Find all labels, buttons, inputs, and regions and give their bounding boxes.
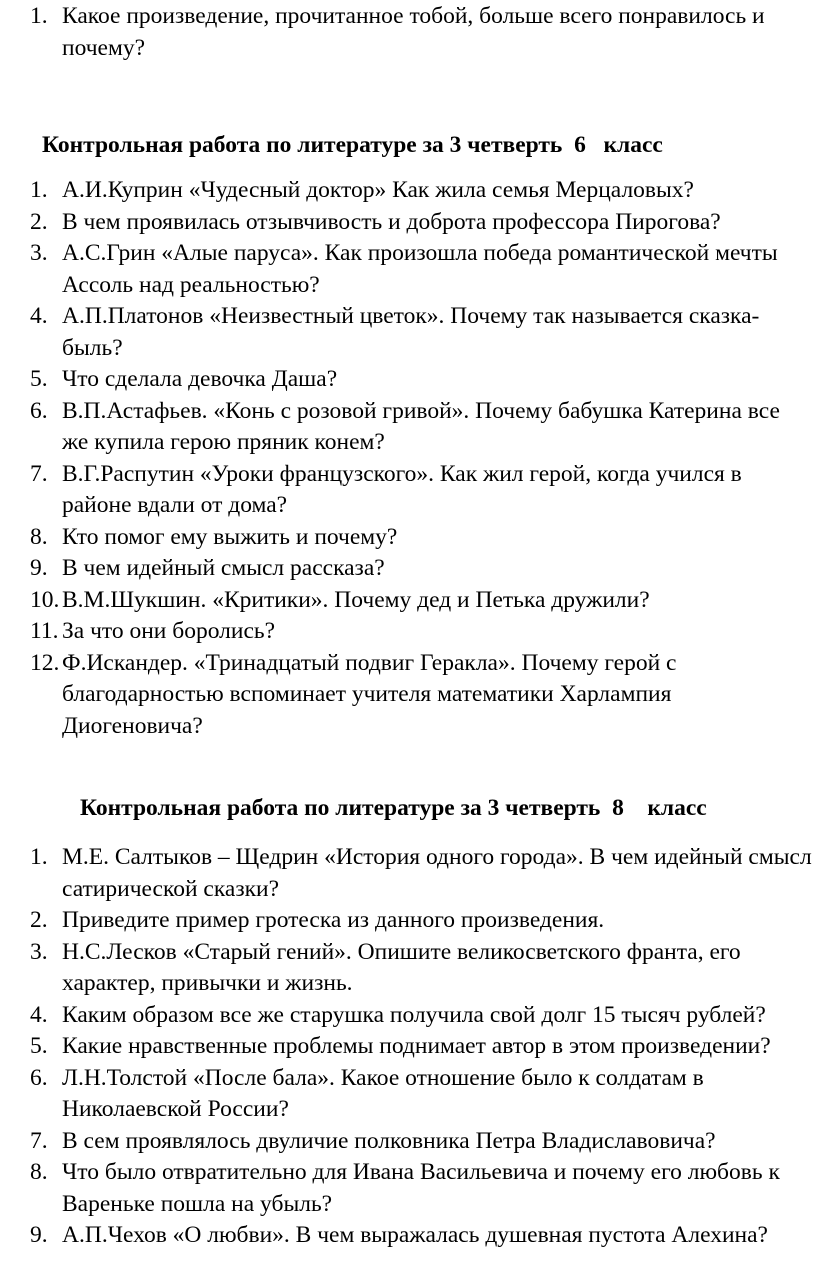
- grade8-question-list: [0, 842, 816, 1252]
- item-number: 2.: [30, 208, 48, 235]
- item-text: Каким образом все же старушка получила свой долг 15 тысяч рублей?: [62, 1001, 766, 1028]
- item-number: 3.: [30, 240, 48, 266]
- list-item: [0, 364, 816, 396]
- list-item: [0, 585, 816, 617]
- item-number: 2.: [30, 907, 48, 933]
- item-text: В чем проявилась отзывчивость и доброта профессора Пирогова?: [62, 208, 721, 235]
- item-text: Н.С.Лесков «Старый гений». Опишите великосветского франта, его характер, привычки и жизнь.: [62, 938, 741, 996]
- list-item: [0, 1000, 816, 1032]
- item-number: 9.: [30, 1222, 48, 1248]
- item-text: А.С.Грин «Алые паруса». Как произошла победа романтической мечты Ассоль над реальностью?: [62, 240, 778, 298]
- item-number: 7.: [30, 460, 48, 487]
- item-number: 7.: [30, 1127, 48, 1154]
- item-number: 1.: [30, 844, 48, 870]
- list-item: [0, 553, 816, 585]
- item-text: За что они боролись?: [62, 618, 276, 644]
- grade6-question-list: [0, 175, 816, 742]
- item-text: В чем идейный смысл рассказа?: [62, 555, 385, 581]
- list-item: [0, 1157, 816, 1220]
- item-number: 8.: [30, 523, 48, 550]
- list-item: [0, 616, 816, 648]
- item-text: А.И.Куприн «Чудесный доктор» Как жила семья Мерцаловых?: [62, 177, 694, 203]
- item-text: В.М.Шукшин. «Критики». Почему дед и Петька дружили?: [62, 586, 650, 613]
- item-text: В сем проявлялось двуличие полковника Петра Владиславовича?: [62, 1127, 716, 1154]
- list-item: [0, 1126, 816, 1158]
- item-number: 5.: [30, 366, 48, 392]
- item-text: Какое произведение, прочитанное тобой, больше всего понравилось и почему?: [62, 3, 765, 61]
- item-number: 4.: [30, 303, 48, 329]
- intro-question-list: [0, 1, 816, 64]
- list-item: [0, 1031, 816, 1063]
- item-text: Кто помог ему выжить и почему?: [62, 523, 398, 550]
- item-text: В.Г.Распутин «Уроки французского». Как жил герой, когда учился в районе вдали от дома?: [62, 460, 742, 518]
- list-item: [0, 175, 816, 207]
- item-number: 3.: [30, 938, 48, 965]
- item-number: 1.: [30, 3, 48, 29]
- list-item: [0, 1220, 816, 1252]
- list-item: [0, 238, 816, 301]
- item-number: 6.: [30, 397, 48, 424]
- item-number: 5.: [30, 1033, 48, 1059]
- list-item: [0, 396, 816, 459]
- list-item: [0, 648, 816, 743]
- list-item: [0, 1063, 816, 1126]
- item-number: 10.: [30, 586, 60, 613]
- item-number: 11.: [30, 618, 59, 644]
- item-text: А.П.Чехов «О любви». В чем выражалась душевная пустота Алехина?: [62, 1222, 768, 1248]
- item-text: Какие нравственные проблемы поднимает автор в этом произведении?: [62, 1033, 771, 1059]
- item-text: Приведите пример гротеска из данного произведения.: [62, 907, 605, 933]
- item-number: 6.: [30, 1064, 48, 1091]
- item-number: 1.: [30, 177, 48, 203]
- list-item: [0, 1, 816, 64]
- list-item: [0, 459, 816, 522]
- list-item: [0, 301, 816, 364]
- item-text: Что было отвратительно для Ивана Васильевича и почему его любовь к Вареньке пошла на убыль?: [62, 1159, 780, 1217]
- list-item: [0, 905, 816, 937]
- list-item: [0, 522, 816, 554]
- grade8-heading: Контрольная работа по литературе за 3 четверть 8 класс: [80, 795, 707, 821]
- item-number: 4.: [30, 1001, 48, 1028]
- item-text: А.П.Платонов «Неизвестный цветок». Почему так называется сказка-быль?: [62, 303, 760, 361]
- item-number: 12.: [30, 649, 60, 676]
- item-number: 9.: [30, 555, 48, 581]
- item-text: Что сделала девочка Даша?: [62, 366, 338, 392]
- item-number: 8.: [30, 1159, 48, 1185]
- grade6-heading: Контрольная работа по литературе за 3 четверть 6 класс: [42, 132, 663, 158]
- item-text: Л.Н.Толстой «После бала». Какое отношение было к солдатам в Николаевской России?: [62, 1064, 704, 1122]
- list-item: [0, 842, 816, 905]
- list-item: [0, 937, 816, 1000]
- item-text: М.Е. Салтыков – Щедрин «История одного города». В чем идейный смысл сатирической сказки?: [62, 844, 812, 902]
- list-item: [0, 207, 816, 239]
- item-text: В.П.Астафьев. «Конь с розовой гривой». Почему бабушка Катерина все же купила герою пряник конем?: [62, 397, 780, 455]
- item-text: Ф.Искандер. «Тринадцатый подвиг Геракла». Почему герой с благодарностью вспоминает учителя математики Харлампия Диогеновича?: [62, 649, 677, 739]
